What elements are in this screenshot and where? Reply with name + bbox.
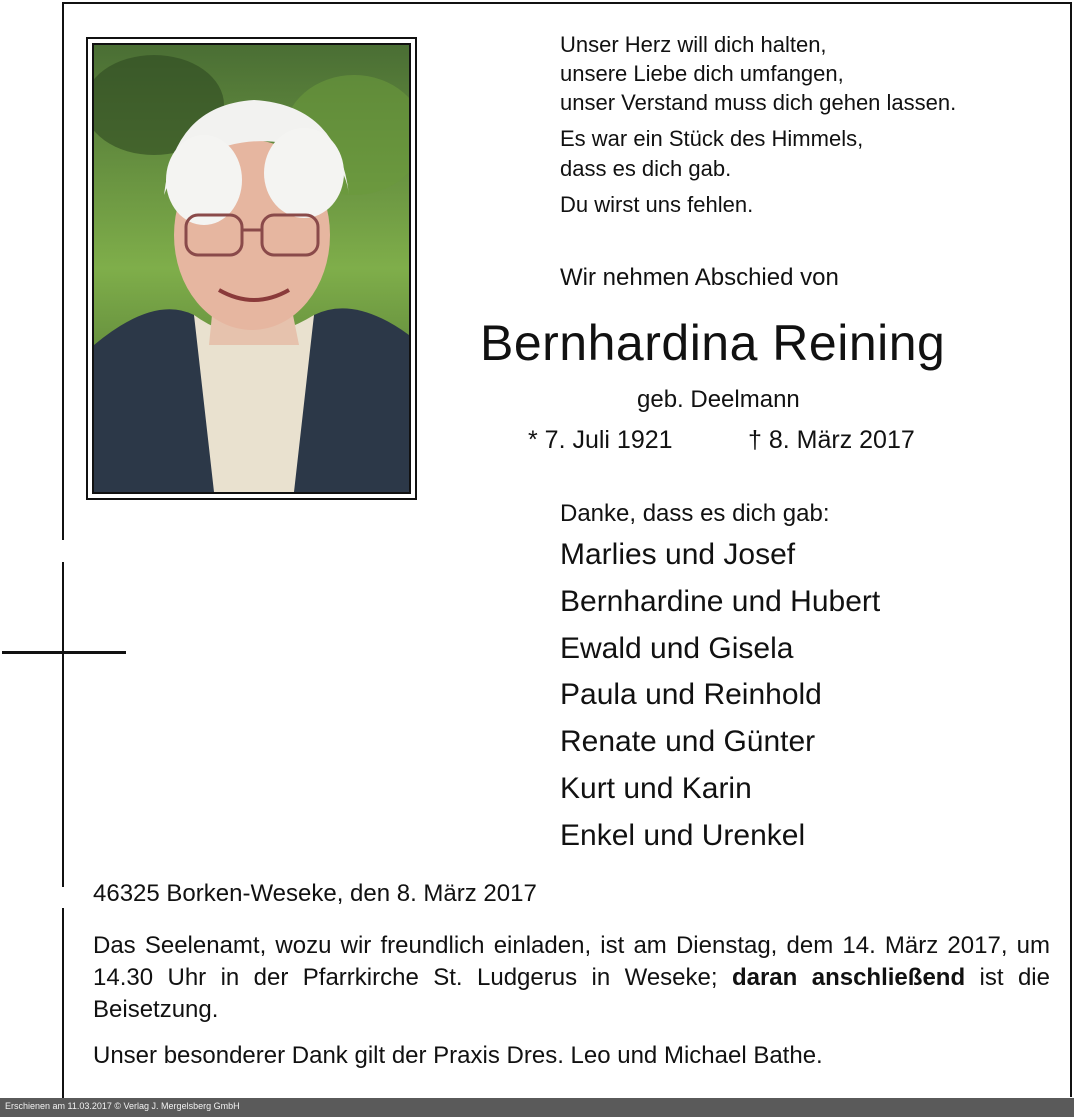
life-dates	[528, 426, 915, 455]
portrait-photo-frame	[86, 37, 417, 500]
frame-top-border	[62, 2, 1072, 4]
family-member: Paula und Reinhold	[560, 678, 822, 711]
portrait-photo	[92, 43, 411, 494]
family-member: Bernhardine und Hubert	[560, 585, 881, 618]
cross-horizontal-line	[2, 651, 126, 654]
service-text: Das Seelenamt, wozu wir freundlich einladen, ist am Dienstag, dem 14. März 2017, um 14.30 Uhr in der Pfarrkirche St. Ludgerus in Weseke;	[93, 932, 1050, 991]
thanks-intro: Danke, dass es dich gab:	[560, 500, 830, 527]
frame-left-border-lower	[62, 908, 64, 1098]
service-bold-text: daran anschließend	[731, 964, 966, 991]
family-member: Enkel und Urenkel	[560, 819, 806, 852]
service-text-end: ist die Beisetzung.	[93, 964, 1050, 1023]
frame-right-border	[1070, 2, 1072, 1097]
poem-line-3: unser Verstand muss dich gehen lassen.	[560, 90, 957, 115]
birth-name: geb. Deelmann	[637, 386, 800, 413]
poem-line-5: dass es dich gab.	[560, 156, 732, 181]
deceased-name: Bernhardina Reining	[480, 315, 946, 371]
death-date: † 8. März 2017	[748, 426, 915, 454]
birth-date: * 7. Juli 1921	[528, 426, 673, 454]
family-member: Kurt und Karin	[560, 772, 752, 805]
family-member: Ewald und Gisela	[560, 632, 794, 665]
cross-vertical-line	[62, 562, 64, 887]
family-member: Marlies und Josef	[560, 538, 796, 571]
poem-line-1: Unser Herz will dich halten,	[560, 32, 827, 57]
poem-line-2: unsere Liebe dich umfangen,	[560, 61, 844, 86]
footer-text: Erschienen am 11.03.2017 © Verlag J. Mergelsberg GmbH	[5, 1101, 240, 1111]
family-member: Renate und Günter	[560, 725, 816, 758]
publication-footer	[0, 1098, 1074, 1117]
farewell-line: Wir nehmen Abschied von	[560, 264, 839, 291]
poem-line-6: Du wirst uns fehlen.	[560, 192, 754, 217]
place-and-date: 46325 Borken-Weseke, den 8. März 2017	[93, 880, 537, 907]
poem-line-4: Es war ein Stück des Himmels,	[560, 126, 864, 151]
special-thanks: Unser besonderer Dank gilt der Praxis Dres. Leo und Michael Bathe.	[93, 1042, 823, 1069]
service-announcement	[93, 930, 1050, 1026]
frame-left-border	[62, 2, 64, 540]
